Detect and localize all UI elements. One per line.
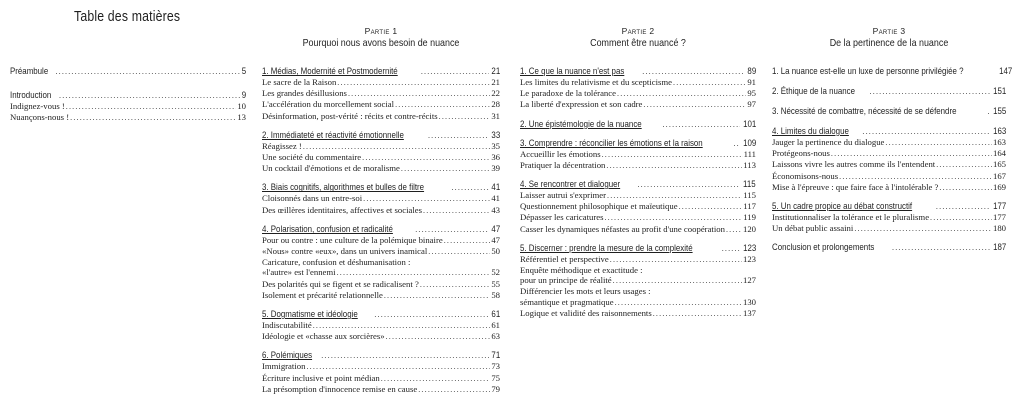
dot-leader bbox=[374, 309, 488, 320]
section-title: Des polarités qui se figent et se radicalisent ? bbox=[262, 278, 419, 289]
toc-section-entry[interactable] bbox=[772, 148, 1006, 159]
section-page-number: 39 bbox=[491, 163, 500, 174]
dot-leader bbox=[988, 106, 990, 117]
part-header bbox=[262, 26, 500, 49]
chapter-page-number: 9 bbox=[241, 90, 246, 100]
dot-leader bbox=[428, 130, 489, 141]
toc-section-entry[interactable] bbox=[262, 77, 500, 88]
section-page-number: 97 bbox=[747, 99, 756, 110]
section-title: Caricature, confusion et déshumanisation : bbox=[262, 257, 411, 268]
chapter-page-number: 101 bbox=[742, 118, 756, 129]
section-page-number: 36 bbox=[491, 152, 500, 163]
dot-leader bbox=[444, 236, 491, 246]
toc-chapter-entry[interactable] bbox=[262, 182, 500, 193]
chapter-title: 1. La nuance est-elle un luxe de personne privilégiée ? bbox=[772, 66, 964, 76]
dot-leader bbox=[415, 224, 489, 235]
toc-section-entry[interactable] bbox=[262, 235, 500, 246]
dot-leader bbox=[384, 291, 490, 301]
section-page-number: 79 bbox=[491, 383, 500, 394]
toc-chapter-entry[interactable] bbox=[10, 66, 246, 77]
dot-leader bbox=[643, 100, 746, 110]
section-title: L'accélération du morcellement social bbox=[262, 99, 395, 110]
toc-section-entry[interactable] bbox=[262, 205, 500, 216]
dot-leader bbox=[653, 309, 742, 319]
dot-leader bbox=[306, 362, 490, 372]
section-page-number: 52 bbox=[491, 267, 500, 278]
chapter-page-number: 151 bbox=[992, 86, 1006, 96]
toc-chapter-entry[interactable] bbox=[520, 138, 756, 149]
section-page-number: 165 bbox=[992, 159, 1006, 170]
section-page-number: 117 bbox=[743, 201, 756, 212]
section-page-number: 137 bbox=[742, 307, 756, 318]
dot-leader bbox=[637, 179, 740, 190]
chapter-title: 2. Une épistémologie de la nuance bbox=[520, 118, 642, 129]
dot-leader bbox=[617, 89, 746, 99]
section-page-number: 127 bbox=[742, 275, 756, 286]
dot-leader bbox=[395, 100, 490, 110]
section-title: Les grandes désillusions bbox=[262, 88, 347, 99]
dot-leader bbox=[313, 321, 491, 331]
dot-leader bbox=[604, 213, 742, 223]
toc-section-entry[interactable] bbox=[262, 267, 500, 278]
toc-chapter-entry[interactable] bbox=[262, 309, 500, 320]
section-title: Logique et validité des raisonnements bbox=[520, 307, 652, 318]
toc-section-entry[interactable] bbox=[772, 159, 1006, 170]
toc-chapter-entry[interactable] bbox=[772, 86, 1006, 97]
toc-section-entry[interactable] bbox=[262, 111, 500, 122]
dot-leader bbox=[337, 268, 491, 278]
dot-leader bbox=[418, 385, 490, 395]
section-title: Différencier les mots et leurs usages : bbox=[520, 286, 651, 297]
part-label: Partie 3 bbox=[872, 26, 906, 36]
dot-leader bbox=[401, 164, 490, 174]
dot-leader bbox=[839, 172, 992, 182]
chapter-page-number: 89 bbox=[747, 66, 756, 76]
toc-chapter-entry[interactable] bbox=[262, 224, 500, 235]
chapter-page-number: 177 bbox=[992, 201, 1006, 212]
section-page-number: 113 bbox=[743, 159, 756, 170]
part-label: Partie 2 bbox=[621, 26, 655, 36]
toc-section-entry[interactable] bbox=[520, 224, 756, 235]
section-title: Indiscutabilité bbox=[262, 320, 312, 331]
section-title: Cloisonnés dans un entre-soi bbox=[262, 193, 363, 204]
toc-section-entry[interactable] bbox=[262, 290, 500, 301]
toc-chapter-entry[interactable] bbox=[520, 179, 756, 190]
toc-chapter-entry[interactable] bbox=[772, 126, 1006, 137]
toc-section-entry[interactable] bbox=[262, 152, 500, 163]
toc-section-entry[interactable] bbox=[520, 190, 756, 201]
section-page-number: 47 bbox=[491, 234, 500, 245]
section-title: «Nous» contre «eux», dans un univers inamical bbox=[262, 246, 428, 257]
dot-leader bbox=[892, 242, 990, 253]
dot-leader bbox=[421, 66, 489, 77]
part-title: De la pertinence de la nuance bbox=[829, 37, 949, 49]
section-page-number: 41 bbox=[491, 193, 500, 204]
chapter-page-number: 47 bbox=[491, 223, 500, 234]
section-title: Casser les dynamiques néfastes au profit d'une coopération bbox=[520, 223, 725, 234]
dot-leader bbox=[939, 183, 992, 193]
section-title: pour un principe de réalité bbox=[520, 275, 612, 286]
section-page-number: 119 bbox=[743, 212, 756, 223]
toc-section-entry[interactable] bbox=[262, 331, 500, 342]
section-title: Pratiquer la décentration bbox=[520, 159, 606, 170]
toc-section-entry[interactable] bbox=[520, 297, 756, 308]
section-title: Réagissez ! bbox=[262, 140, 302, 151]
section-title: La présomption d'innocence remise en cause bbox=[262, 383, 418, 394]
section-title: Idéologie et «chasse aux sorcières» bbox=[262, 331, 385, 342]
chapter-title: 5. Un cadre propice au débat constructif bbox=[772, 201, 913, 212]
section-title: Dépasser les caricatures bbox=[520, 212, 604, 223]
dot-leader bbox=[439, 112, 491, 122]
chapter-title: 6. Polémiques bbox=[262, 350, 313, 361]
dot-leader bbox=[70, 113, 236, 123]
toc-section-entry[interactable] bbox=[262, 99, 500, 110]
section-page-number: 164 bbox=[992, 148, 1006, 159]
section-page-number: 55 bbox=[491, 278, 500, 289]
section-page-number: 50 bbox=[491, 246, 500, 257]
section-title: Institutionnaliser la tolérance et le pluralisme bbox=[772, 212, 930, 223]
chapter-title: 5. Dogmatisme et idéologie bbox=[262, 309, 358, 320]
dot-leader bbox=[607, 191, 742, 201]
dot-leader bbox=[423, 206, 490, 216]
dot-leader bbox=[386, 332, 491, 342]
chapter-title: 3. Biais cognitifs, algorithmes et bulles de filtre bbox=[262, 182, 425, 193]
toc-entries bbox=[10, 66, 246, 123]
section-page-number: 180 bbox=[992, 223, 1006, 234]
chapter-title: 5. Discerner : prendre la mesure de la complexité bbox=[520, 242, 693, 253]
section-page-number: 10 bbox=[237, 101, 246, 111]
section-page-number: 58 bbox=[491, 289, 500, 300]
section-title: Accueillir les émotions bbox=[520, 148, 601, 159]
chapter-title: 3. Comprendre : réconcilier les émotions et la raison bbox=[520, 137, 703, 148]
toc-section-entry[interactable] bbox=[262, 257, 500, 267]
dot-leader bbox=[673, 78, 746, 88]
chapter-title: Conclusion et prolongements bbox=[772, 242, 875, 253]
chapter-page-number: 155 bbox=[992, 106, 1006, 116]
chapter-page-number: 33 bbox=[491, 129, 500, 140]
dot-leader bbox=[930, 213, 992, 223]
dot-leader bbox=[606, 161, 742, 171]
toc-entries bbox=[772, 66, 1013, 253]
dot-leader bbox=[613, 276, 742, 286]
chapter-page-number: 5 bbox=[241, 66, 246, 76]
toc-chapter-entry[interactable] bbox=[262, 350, 500, 361]
section-page-number: 35 bbox=[491, 140, 500, 151]
chapter-page-number: 71 bbox=[491, 350, 500, 361]
toc-section-entry[interactable] bbox=[772, 171, 1006, 182]
section-title: Écriture inclusive et point médian bbox=[262, 372, 380, 383]
dot-leader bbox=[862, 126, 989, 137]
section-page-number: 163 bbox=[992, 137, 1006, 147]
toc-section-entry[interactable] bbox=[262, 373, 500, 384]
section-title: Mise à l'épreuve : que faire face à l'intolérable ? bbox=[772, 181, 939, 192]
chapter-title: 2. Immédiateté et réactivité émotionnelle bbox=[262, 129, 404, 140]
section-page-number: 95 bbox=[747, 88, 756, 99]
dot-leader bbox=[66, 102, 237, 112]
section-page-number: 115 bbox=[743, 190, 756, 201]
toc-section-entry[interactable] bbox=[262, 193, 500, 204]
dot-leader bbox=[337, 78, 490, 88]
section-page-number: 13 bbox=[237, 112, 246, 123]
chapter-title: 4. Se rencontrer et dialoguer bbox=[520, 179, 621, 190]
chapter-page-number: 109 bbox=[742, 137, 756, 148]
chapter-page-number: 21 bbox=[491, 66, 500, 76]
toc-section-entry[interactable] bbox=[262, 141, 500, 152]
section-page-number: 63 bbox=[491, 331, 500, 342]
dot-leader bbox=[831, 149, 992, 159]
toc-chapter-entry[interactable] bbox=[772, 66, 1013, 77]
chapter-page-number: 61 bbox=[491, 309, 500, 320]
part-header bbox=[520, 26, 756, 49]
dot-leader bbox=[55, 66, 239, 77]
toc-section-entry[interactable] bbox=[10, 112, 246, 123]
section-page-number: 22 bbox=[491, 88, 500, 99]
dot-leader bbox=[854, 224, 992, 234]
toc-section-entry[interactable] bbox=[10, 101, 246, 112]
section-page-number: 73 bbox=[491, 361, 500, 372]
chapter-page-number: 41 bbox=[491, 182, 500, 193]
section-title: Laisser autrui s'exprimer bbox=[520, 190, 606, 201]
dot-leader bbox=[662, 119, 739, 130]
dot-leader bbox=[733, 138, 739, 149]
toc-section-entry[interactable] bbox=[520, 286, 756, 296]
dot-leader bbox=[428, 247, 490, 257]
dot-leader bbox=[642, 66, 744, 77]
part-header bbox=[10, 26, 246, 27]
toc-entries bbox=[520, 66, 756, 319]
section-title: Questionnement philosophique et maïeutique bbox=[520, 201, 678, 212]
dot-leader bbox=[321, 350, 489, 361]
part-title: Pourquoi nous avons besoin de nuance bbox=[302, 37, 460, 49]
dot-leader bbox=[885, 138, 992, 148]
dot-leader bbox=[303, 142, 491, 152]
section-page-number: 75 bbox=[491, 372, 500, 383]
section-title: Pour ou contre : une culture de la polémique binaire bbox=[262, 234, 443, 245]
toc-section-entry[interactable] bbox=[520, 77, 756, 88]
section-page-number: 169 bbox=[992, 181, 1006, 192]
toc-chapter-entry[interactable] bbox=[772, 106, 1006, 117]
chapter-page-number: 115 bbox=[743, 179, 756, 190]
section-title: Nuançons-nous ! bbox=[10, 112, 70, 123]
toc-section-entry[interactable] bbox=[520, 201, 756, 212]
chapter-title: 3. Nécessité de combattre, nécessité de se défendre bbox=[772, 106, 957, 116]
toc-section-entry[interactable] bbox=[520, 99, 756, 110]
dot-leader bbox=[348, 89, 490, 99]
dot-leader bbox=[722, 243, 740, 254]
section-title: Référentiel et perspective bbox=[520, 253, 609, 264]
toc-section-entry[interactable] bbox=[520, 308, 756, 319]
chapter-title: 1. Médias, Modernité et Postmodernité bbox=[262, 66, 398, 76]
section-page-number: 91 bbox=[747, 77, 756, 87]
toc-section-entry[interactable] bbox=[520, 160, 756, 171]
chapter-page-number: 147 bbox=[998, 66, 1013, 76]
dot-leader bbox=[679, 202, 743, 212]
section-title: Le sacre de la Raison bbox=[262, 77, 337, 87]
toc-entries bbox=[262, 66, 500, 395]
dot-leader bbox=[381, 374, 491, 384]
section-page-number: 167 bbox=[992, 170, 1006, 181]
section-title: Un cocktail d'émotions et de moralisme bbox=[262, 163, 400, 174]
section-title: Jauger la pertinence du dialogue bbox=[772, 137, 885, 147]
section-page-number: 123 bbox=[742, 253, 756, 264]
toc-chapter-entry[interactable] bbox=[520, 66, 756, 77]
section-title: Immigration bbox=[262, 361, 306, 372]
toc-chapter-entry[interactable] bbox=[772, 201, 1006, 212]
toc-chapter-entry[interactable] bbox=[520, 119, 756, 130]
toc-section-entry[interactable] bbox=[520, 265, 756, 275]
section-title: Protégeons-nous bbox=[772, 148, 830, 159]
section-title: Isolement et précarité relationnelle bbox=[262, 289, 383, 300]
toc-section-entry[interactable] bbox=[520, 149, 756, 160]
section-title: Économisons-nous bbox=[772, 170, 839, 181]
section-title: «l'autre» est l'ennemi bbox=[262, 267, 336, 278]
section-page-number: 111 bbox=[743, 148, 756, 159]
toc-chapter-entry[interactable] bbox=[520, 243, 756, 254]
section-page-number: 31 bbox=[491, 110, 500, 121]
toc-section-entry[interactable] bbox=[262, 320, 500, 331]
chapter-title: 1. Ce que la nuance n'est pas bbox=[520, 66, 625, 76]
toc-chapter-entry[interactable] bbox=[10, 90, 246, 101]
toc-chapter-entry[interactable] bbox=[262, 130, 500, 141]
page-title: Table des matières bbox=[74, 8, 181, 25]
toc-section-entry[interactable] bbox=[520, 254, 756, 265]
part-label: Partie 1 bbox=[364, 26, 398, 36]
chapter-title: Introduction bbox=[10, 90, 52, 100]
toc-section-entry[interactable] bbox=[520, 275, 756, 286]
toc-section-entry[interactable] bbox=[520, 88, 756, 99]
toc-section-entry[interactable] bbox=[772, 223, 1006, 234]
dot-leader bbox=[615, 298, 742, 308]
toc-section-entry[interactable] bbox=[262, 361, 500, 372]
dot-leader bbox=[602, 150, 743, 160]
dot-leader bbox=[870, 86, 990, 97]
section-title: Indignez-vous ! bbox=[10, 101, 65, 111]
toc-section-entry[interactable] bbox=[262, 384, 500, 395]
dot-leader bbox=[420, 280, 491, 290]
section-title: Un débat public assaini bbox=[772, 223, 854, 234]
section-page-number: 130 bbox=[742, 296, 756, 307]
dot-leader bbox=[610, 255, 742, 265]
chapter-page-number: 123 bbox=[742, 242, 756, 253]
section-title: Laissons vivre les autres comme ils l'entendent bbox=[772, 159, 936, 170]
part-header bbox=[772, 26, 1006, 49]
section-title: Des œillères identitaires, affectives et sociales bbox=[262, 204, 423, 215]
toc-section-entry[interactable] bbox=[772, 212, 1006, 223]
dot-leader bbox=[936, 201, 990, 212]
section-title: sémantique et pragmatique bbox=[520, 296, 614, 307]
section-title: Le paradoxe de la tolérance bbox=[520, 88, 616, 99]
chapter-title: 4. Limites du dialogue bbox=[772, 126, 849, 136]
toc-chapter-entry[interactable] bbox=[262, 66, 500, 77]
chapter-page-number: 187 bbox=[992, 242, 1006, 253]
section-page-number: 120 bbox=[742, 223, 756, 234]
part-title: Comment être nuancé ? bbox=[590, 37, 686, 49]
section-page-number: 21 bbox=[491, 77, 500, 87]
section-page-number: 28 bbox=[491, 99, 500, 110]
toc-section-entry[interactable] bbox=[520, 212, 756, 223]
section-title: La liberté d'expression et son cadre bbox=[520, 99, 643, 110]
section-page-number: 43 bbox=[491, 204, 500, 215]
dot-leader bbox=[451, 182, 488, 193]
toc-section-entry[interactable] bbox=[772, 137, 1006, 148]
section-page-number: 177 bbox=[992, 212, 1006, 223]
chapter-page-number: 163 bbox=[992, 126, 1006, 136]
section-title: Enquête méthodique et exactitude : bbox=[520, 265, 643, 276]
toc-section-entry[interactable] bbox=[262, 88, 500, 99]
toc-section-entry[interactable] bbox=[262, 279, 500, 290]
section-title: Une société du commentaire bbox=[262, 152, 362, 163]
chapter-title: 2. Éthique de la nuance bbox=[772, 86, 856, 96]
dot-leader bbox=[363, 194, 490, 204]
toc-section-entry[interactable] bbox=[262, 163, 500, 174]
chapter-title: Préambule bbox=[10, 66, 49, 76]
toc-chapter-entry[interactable] bbox=[772, 242, 1006, 253]
section-title: Les limites du relativisme et du scepticisme bbox=[520, 77, 672, 87]
chapter-title: 4. Polarisation, confusion et radicalité bbox=[262, 223, 393, 234]
dot-leader bbox=[726, 225, 742, 235]
toc-section-entry[interactable] bbox=[262, 246, 500, 257]
toc-section-entry[interactable] bbox=[772, 182, 1006, 193]
dot-leader bbox=[59, 90, 240, 101]
dot-leader bbox=[936, 160, 992, 170]
dot-leader bbox=[362, 153, 490, 163]
section-page-number: 61 bbox=[491, 320, 500, 331]
section-title: Désinformation, post-vérité : récits et contre-récits bbox=[262, 110, 438, 121]
